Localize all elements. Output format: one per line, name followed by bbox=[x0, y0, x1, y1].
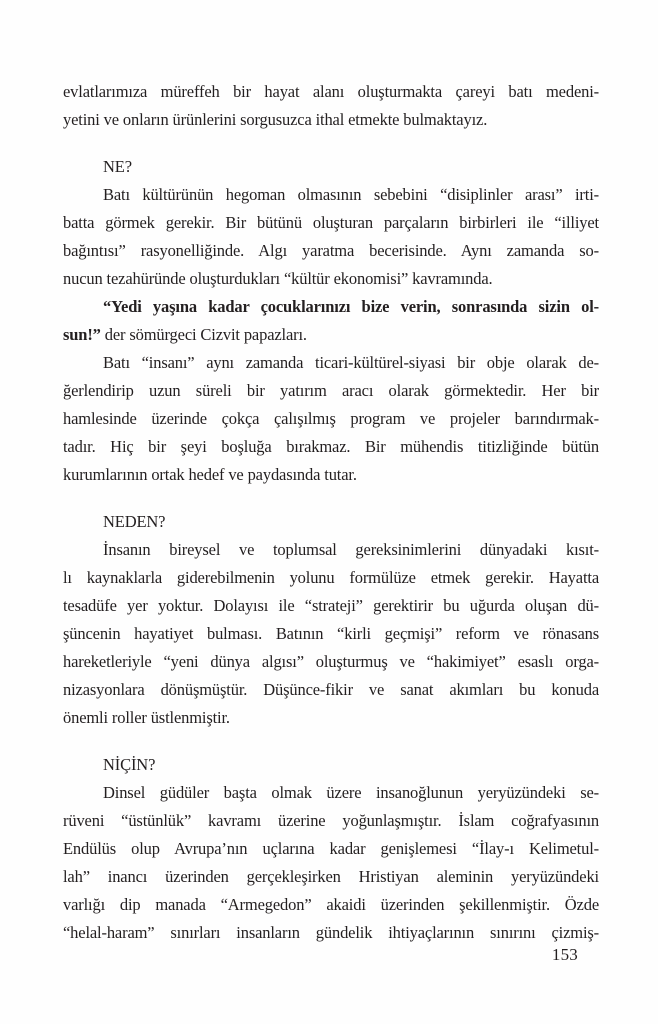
text-line bbox=[63, 461, 599, 489]
text-segment: tadır. Hiç bir şeyi boşluğa bırakmaz. Bir mühendis titizliğinde bütün bbox=[63, 437, 599, 456]
text-segment: varlığı dip manada “Armegedon” akaidi üzerinden şekillenmiştir. Özde bbox=[63, 895, 599, 914]
text-line bbox=[63, 181, 599, 209]
paragraph bbox=[63, 536, 599, 732]
text-line bbox=[63, 237, 599, 265]
text-segment: yetini ve onların ürünlerini sorgusuzca ithal etmekte bulmaktayız. bbox=[63, 110, 488, 129]
text-line bbox=[63, 405, 599, 433]
text-segment: Endülüs olup Avrupa’nın uçlarına kadar genişlemesi “İlay-ı Kelimetul- bbox=[63, 839, 599, 858]
text-line bbox=[63, 919, 599, 947]
text-segment: İnsanın bireysel ve toplumsal gereksinimlerini dünyadaki kısıt- bbox=[103, 540, 599, 559]
text-segment: “helal-haram” sınırları insanların gündelik ihtiyaçlarının sınırını çizmiş- bbox=[63, 923, 599, 942]
text-segment: evlatlarımıza müreffeh bir hayat alanı oluşturmakta çareyi batı medeni- bbox=[63, 82, 599, 101]
section-heading: NİÇİN? bbox=[103, 755, 156, 774]
text-segment: Batı “insanı” aynı zamanda ticari-kültürel-siyasi bir obje olarak de- bbox=[103, 353, 599, 372]
text-line bbox=[63, 807, 599, 835]
text-line bbox=[63, 433, 599, 461]
text-segment: tesadüfe yer yoktur. Dolayısı ile “strateji” gerektirir bu uğurda oluşan dü- bbox=[63, 596, 599, 615]
text-line bbox=[63, 891, 599, 919]
section-heading: NEDEN? bbox=[103, 512, 166, 531]
text-line bbox=[63, 321, 599, 349]
paragraph bbox=[63, 349, 599, 489]
text-segment: bağıntısı” rasyonelliğinde. Algı yaratma becerisinde. Aynı zamanda so- bbox=[63, 241, 599, 260]
text-line bbox=[63, 209, 599, 237]
text-line bbox=[63, 293, 599, 321]
text-line bbox=[63, 863, 599, 891]
text-segment: nizasyonlara dönüşmüştür. Düşünce-fikir ve sanat akımları bu konuda bbox=[63, 680, 599, 699]
text-line bbox=[63, 676, 599, 704]
paragraph bbox=[63, 181, 599, 293]
paragraph bbox=[63, 293, 599, 349]
text-segment: hareketleriyle “yeni dünya algısı” oluşturmuş ve “hakimiyet” esaslı orga- bbox=[63, 652, 599, 671]
page-text-column bbox=[63, 78, 599, 947]
text-line bbox=[63, 377, 599, 405]
text-segment: der sömürgeci Cizvit papazları. bbox=[100, 325, 307, 344]
text-segment: lah” inancı üzerinden gerçekleşirken Hristiyan aleminin yeryüzündeki bbox=[63, 867, 599, 886]
text-segment: hamlesinde üzerinde çokça çalışılmış program ve projeler barındırmak- bbox=[63, 409, 599, 428]
text-line bbox=[63, 106, 599, 134]
text-segment: ğerlendirip uzun süreli bir yatırım aracı olarak görmektedir. Her bir bbox=[63, 381, 599, 400]
bold-text-segment: “Yedi yaşına kadar çocuklarınızı bize verin, sonrasında sizin ol- bbox=[103, 297, 599, 316]
text-segment: batta görmek gerekir. Bir bütünü oluşturan parçaların birbirleri ile “illiyet bbox=[63, 213, 599, 232]
text-segment: Batı kültürünün hegoman olmasının sebebini “disiplinler arası” irti- bbox=[103, 185, 599, 204]
text-line bbox=[63, 835, 599, 863]
text-line bbox=[63, 265, 599, 293]
text-segment: nucun tezahüründe oluşturdukları “kültür ekonomisi” kavramında. bbox=[63, 269, 493, 288]
text-segment: Dinsel güdüler başta olmak üzere insanoğlunun yeryüzündeki se- bbox=[103, 783, 599, 802]
paragraph bbox=[63, 779, 599, 947]
text-line bbox=[63, 349, 599, 377]
text-line bbox=[63, 564, 599, 592]
paragraph bbox=[63, 78, 599, 134]
text-line bbox=[63, 620, 599, 648]
text-line bbox=[63, 704, 599, 732]
bold-text-segment: sun!” bbox=[63, 325, 101, 344]
text-line bbox=[63, 648, 599, 676]
text-line bbox=[63, 779, 599, 807]
text-segment: lı kaynaklarla giderebilmenin yolunu formülüze etmek gerekir. Hayatta bbox=[63, 568, 599, 587]
text-segment: kurumlarının ortak hedef ve paydasında tutar. bbox=[63, 465, 357, 484]
page-number: 153 bbox=[551, 945, 578, 964]
text-line bbox=[63, 78, 599, 106]
text-segment: önemli roller üstlenmiştir. bbox=[63, 708, 230, 727]
section-heading: NE? bbox=[103, 157, 132, 176]
text-line bbox=[63, 536, 599, 564]
text-segment: şüncenin hayatiyet bulması. Batının “kirli geçmişi” reform ve rönasans bbox=[63, 624, 599, 643]
text-line bbox=[63, 592, 599, 620]
text-segment: rüveni “üstünlük” kavramı üzerine yoğunlaşmıştır. İslam coğrafyasının bbox=[63, 811, 599, 830]
